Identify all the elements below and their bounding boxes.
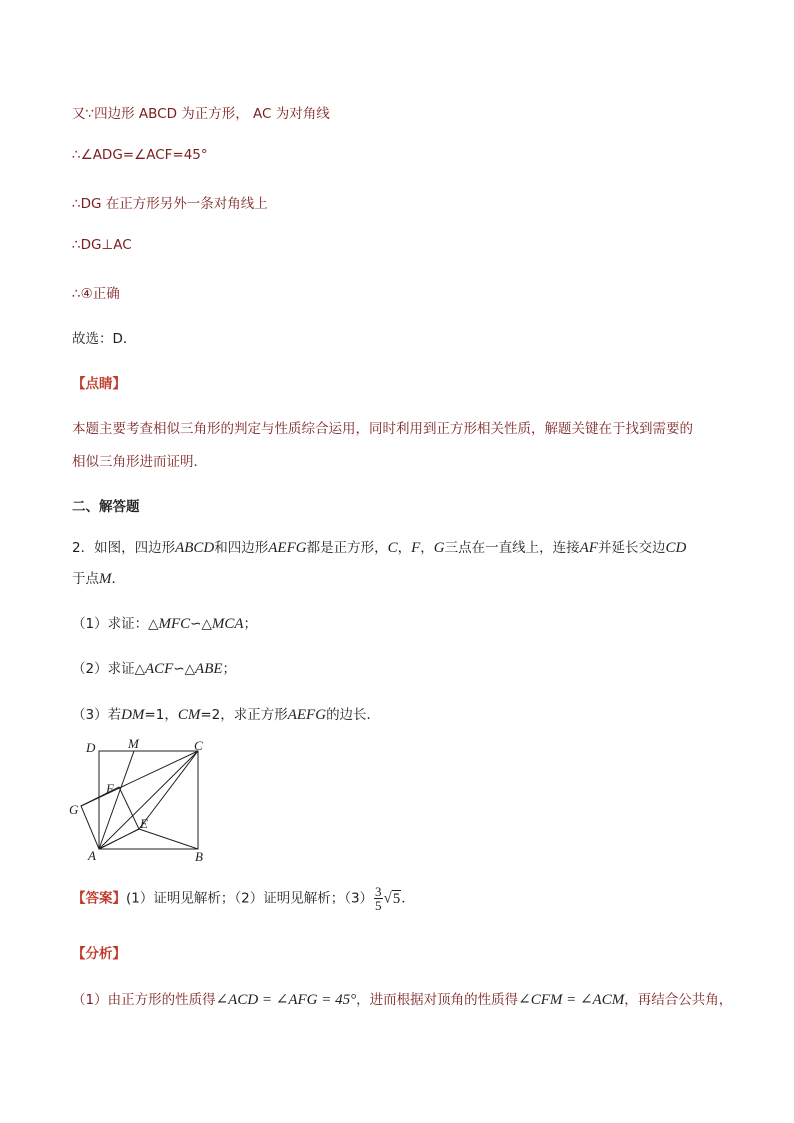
line-ac xyxy=(99,751,198,849)
problem-stem-line-2 xyxy=(72,567,125,588)
text: ； xyxy=(222,661,237,677)
text: （1）求证：△ xyxy=(72,616,159,632)
math: AEFG xyxy=(287,707,327,723)
math: CD xyxy=(665,540,687,556)
text: （1）由正方形的性质得 xyxy=(72,992,216,1008)
answer-fraction xyxy=(374,885,383,912)
fraction-denominator: 5 xyxy=(375,898,382,913)
text: ，再结合公共角， xyxy=(624,992,733,1008)
comment-header: 【点睛】 xyxy=(72,376,126,392)
text: （2）求证△ xyxy=(72,661,145,677)
text: （3）若 xyxy=(72,707,122,723)
sqrt-radicand: 5 xyxy=(392,890,401,907)
math: CM xyxy=(177,707,201,723)
math: C xyxy=(387,540,398,556)
math: MCA xyxy=(211,616,244,632)
math: ABCD xyxy=(175,540,215,556)
proof-line-2: ∴∠ADG=∠ACF=45° xyxy=(72,147,208,163)
label-d: D xyxy=(86,740,96,755)
answer-header: 【答案】 xyxy=(72,890,126,907)
text: ； xyxy=(243,616,258,632)
label-m: M xyxy=(128,736,139,751)
geometry-figure xyxy=(66,736,226,866)
math: ∠ACD = ∠AFG = 45° xyxy=(215,992,357,1008)
proof-conclusion: 故选：D． xyxy=(72,331,137,347)
text: =1， xyxy=(144,707,178,723)
math: G xyxy=(433,540,445,556)
label-b: B xyxy=(195,849,203,864)
label-f: F xyxy=(106,781,114,796)
question-1 xyxy=(72,612,257,633)
text: ∽△ xyxy=(190,616,212,632)
comment-text-1: 本题主要考查相似三角形的判定与性质综合运用，同时利用到正方形相关性质，解题关键在于找到需要的 xyxy=(72,421,693,437)
text: =2，求正方形 xyxy=(200,707,288,723)
math: M xyxy=(99,571,112,587)
analysis-header: 【分析】 xyxy=(72,946,126,962)
text: 2．如图，四边形 xyxy=(72,540,176,556)
comment-text-2: 相似三角形进而证明． xyxy=(72,454,207,470)
math: F xyxy=(411,540,421,556)
fraction-numerator: 3 xyxy=(375,884,382,899)
math: AF xyxy=(579,540,598,556)
proof-line-5: ∴④正确 xyxy=(72,286,120,302)
math: MFC xyxy=(158,616,191,632)
math: ABE xyxy=(195,661,223,677)
text: ， xyxy=(397,540,412,556)
text: 都是正方形， xyxy=(306,540,388,556)
section-title: 二、解答题 xyxy=(72,499,140,515)
text: ∽△ xyxy=(173,661,196,677)
math: AEFG xyxy=(268,540,307,556)
text: 于点 xyxy=(72,571,99,587)
proof-line-4: ∴DG⊥AC xyxy=(72,237,132,253)
answer-sqrt: √5 xyxy=(383,890,401,907)
text: ． xyxy=(111,571,125,587)
proof-line-3: ∴DG 在正方形另外一条对角线上 xyxy=(72,196,268,212)
problem-stem-line-1 xyxy=(72,536,686,557)
text: 的边长． xyxy=(326,707,381,723)
text: ，进而根据对顶角的性质得 xyxy=(356,992,519,1008)
label-a: A xyxy=(88,848,96,863)
math: ∠CFM = ∠ACM xyxy=(518,992,625,1008)
label-c: C xyxy=(194,738,203,753)
answer-text: (1）证明见解析；（2）证明见解析；（3） xyxy=(126,890,374,907)
line-eb xyxy=(139,829,198,849)
math: ACF xyxy=(144,661,174,677)
question-2 xyxy=(72,657,236,678)
text: ． xyxy=(401,890,415,907)
label-g: G xyxy=(69,802,79,817)
question-3 xyxy=(72,703,380,724)
proof-line-1: 又∵四边形 ABCD 为正方形， AC 为对角线 xyxy=(72,106,330,122)
answer-line xyxy=(72,885,415,912)
label-e: E xyxy=(140,816,148,831)
text: ， xyxy=(420,540,434,556)
analysis-paragraph-1 xyxy=(72,988,732,1009)
text: 并延长交边 xyxy=(597,540,666,556)
math: DM xyxy=(121,707,145,723)
text: 三点在一直线上，连接 xyxy=(444,540,580,556)
text: 和四边形 xyxy=(214,540,269,556)
